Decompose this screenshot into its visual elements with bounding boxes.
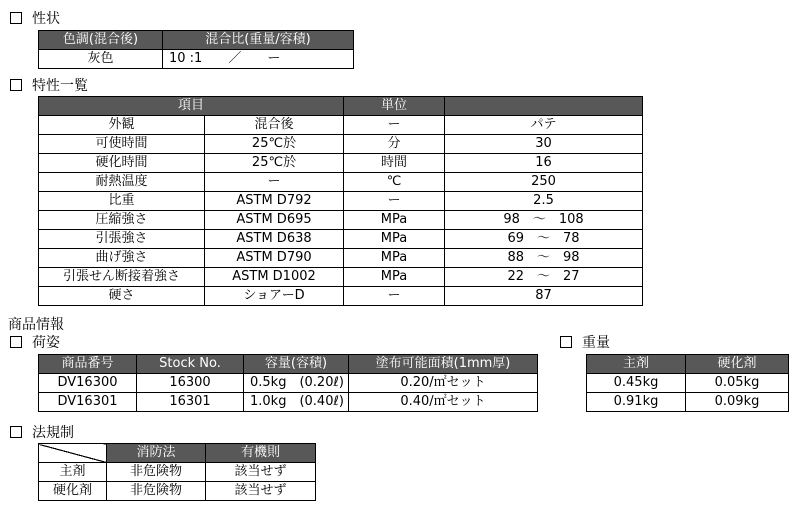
table-cell: 22 ～ 27: [445, 268, 643, 287]
table-row: [39, 192, 643, 211]
section-title: 性状: [32, 11, 60, 27]
table-row: [39, 463, 316, 482]
table-row: [39, 230, 643, 249]
table-cell: 98 ～ 108: [445, 211, 643, 230]
table-row: [39, 173, 643, 192]
table-row: [39, 135, 643, 154]
section-properties-heading: [10, 11, 60, 27]
checkbox-square-icon: [10, 336, 22, 348]
section-weight-heading: [560, 335, 610, 351]
table-row: [39, 287, 643, 306]
table-cell: ASTM D792: [205, 192, 344, 211]
section-title: 重量: [582, 335, 610, 351]
table-row: [39, 268, 643, 287]
checkbox-square-icon: [10, 79, 22, 91]
product-info-heading: 商品情報: [8, 317, 64, 333]
table-cell: MPa: [344, 230, 445, 249]
section-regulations-heading: [10, 425, 74, 441]
table-cell: 2.5: [445, 192, 643, 211]
column-header: 単位: [344, 97, 445, 116]
table-cell: 87: [445, 287, 643, 306]
column-header: 項目: [39, 97, 344, 116]
section-title: 荷姿: [32, 335, 60, 351]
checkbox-square-icon: [10, 12, 22, 24]
table-cell: ー: [344, 192, 445, 211]
table-cell: MPa: [344, 211, 445, 230]
table-cell: MPa: [344, 249, 445, 268]
table-cell: 0.45kg: [587, 374, 686, 393]
table-cell: MPa: [344, 268, 445, 287]
table-cell: 硬化時間: [39, 154, 205, 173]
regulations-table: [38, 443, 316, 501]
table-cell: 25℃於: [205, 135, 344, 154]
table-cell: ASTM D1002: [205, 268, 344, 287]
column-header: 塗布可能面積(1mm厚): [349, 355, 538, 374]
packaging-table: [38, 354, 538, 412]
table-cell: 16300: [137, 374, 244, 393]
table-cell: 250: [445, 173, 643, 192]
table-cell: 灰色: [39, 50, 163, 69]
row-header: 主剤: [39, 463, 107, 482]
table-cell: 0.5kg (0.20ℓ): [244, 374, 349, 393]
table-cell: 圧縮強さ: [39, 211, 205, 230]
table-cell: ASTM D790: [205, 249, 344, 268]
column-header: [445, 97, 643, 116]
table-cell: 非危険物: [107, 482, 206, 501]
column-header: 容量(容積): [244, 355, 349, 374]
table-cell: 25℃於: [205, 154, 344, 173]
table-cell: 16: [445, 154, 643, 173]
characteristics-table: [38, 96, 643, 306]
table-cell: 引張強さ: [39, 230, 205, 249]
table-cell: 混合後: [205, 116, 344, 135]
table-row: [39, 154, 643, 173]
table-cell: 69 ～ 78: [445, 230, 643, 249]
row-header: 硬化剤: [39, 482, 107, 501]
table-cell: ー: [344, 116, 445, 135]
section-packaging-heading: [10, 335, 60, 351]
table-cell: 非危険物: [107, 463, 206, 482]
column-header: 混合比(重量/容積): [163, 31, 354, 50]
table-row: [587, 393, 789, 412]
table-cell: 引張せん断接着強さ: [39, 268, 205, 287]
table-row: [39, 116, 643, 135]
table-cell: 硬さ: [39, 287, 205, 306]
checkbox-square-icon: [560, 336, 572, 348]
table-cell: 30: [445, 135, 643, 154]
table-cell: ASTM D695: [205, 211, 344, 230]
table-cell: 時間: [344, 154, 445, 173]
table-row: [39, 482, 316, 501]
table-cell: 外観: [39, 116, 205, 135]
section-characteristics-heading: [10, 78, 88, 94]
table-cell: ショアーD: [205, 287, 344, 306]
table-row: [39, 374, 538, 393]
table-cell: 0.09kg: [686, 393, 789, 412]
table-cell: 分: [344, 135, 445, 154]
diagonal-corner-cell: [39, 444, 107, 463]
column-header: Stock No.: [137, 355, 244, 374]
column-header: 硬化剤: [686, 355, 789, 374]
table-cell: 10 :1 ／ ー: [163, 50, 354, 69]
column-header: 商品番号: [39, 355, 137, 374]
table-cell: DV16300: [39, 374, 137, 393]
column-header: 主剤: [587, 355, 686, 374]
table-cell: ー: [205, 173, 344, 192]
table-cell: 0.40/㎡セット: [349, 393, 538, 412]
table-row: [39, 249, 643, 268]
column-header: 有機則: [206, 444, 316, 463]
table-cell: 0.20/㎡セット: [349, 374, 538, 393]
table-cell: 曲げ強さ: [39, 249, 205, 268]
column-header: 色調(混合後): [39, 31, 163, 50]
table-cell: 1.0kg (0.40ℓ): [244, 393, 349, 412]
table-row: [587, 374, 789, 393]
table-cell: 16301: [137, 393, 244, 412]
section-title: 法規制: [32, 425, 74, 441]
table-cell: 該当せず: [206, 482, 316, 501]
table-cell: 耐熱温度: [39, 173, 205, 192]
table-row: [39, 211, 643, 230]
table-cell: 該当せず: [206, 463, 316, 482]
column-header: 消防法: [107, 444, 206, 463]
table-cell: 可使時間: [39, 135, 205, 154]
table-cell: DV16301: [39, 393, 137, 412]
table-cell: 比重: [39, 192, 205, 211]
table-cell: ℃: [344, 173, 445, 192]
weight-table: [586, 354, 789, 412]
table-cell: ー: [344, 287, 445, 306]
table-cell: 0.05kg: [686, 374, 789, 393]
table-cell: 88 ～ 98: [445, 249, 643, 268]
checkbox-square-icon: [10, 426, 22, 438]
table-row: [39, 393, 538, 412]
properties-table: [38, 30, 354, 69]
table-cell: ASTM D638: [205, 230, 344, 249]
table-cell: 0.91kg: [587, 393, 686, 412]
table-cell: パテ: [445, 116, 643, 135]
section-title: 特性一覧: [32, 78, 88, 94]
